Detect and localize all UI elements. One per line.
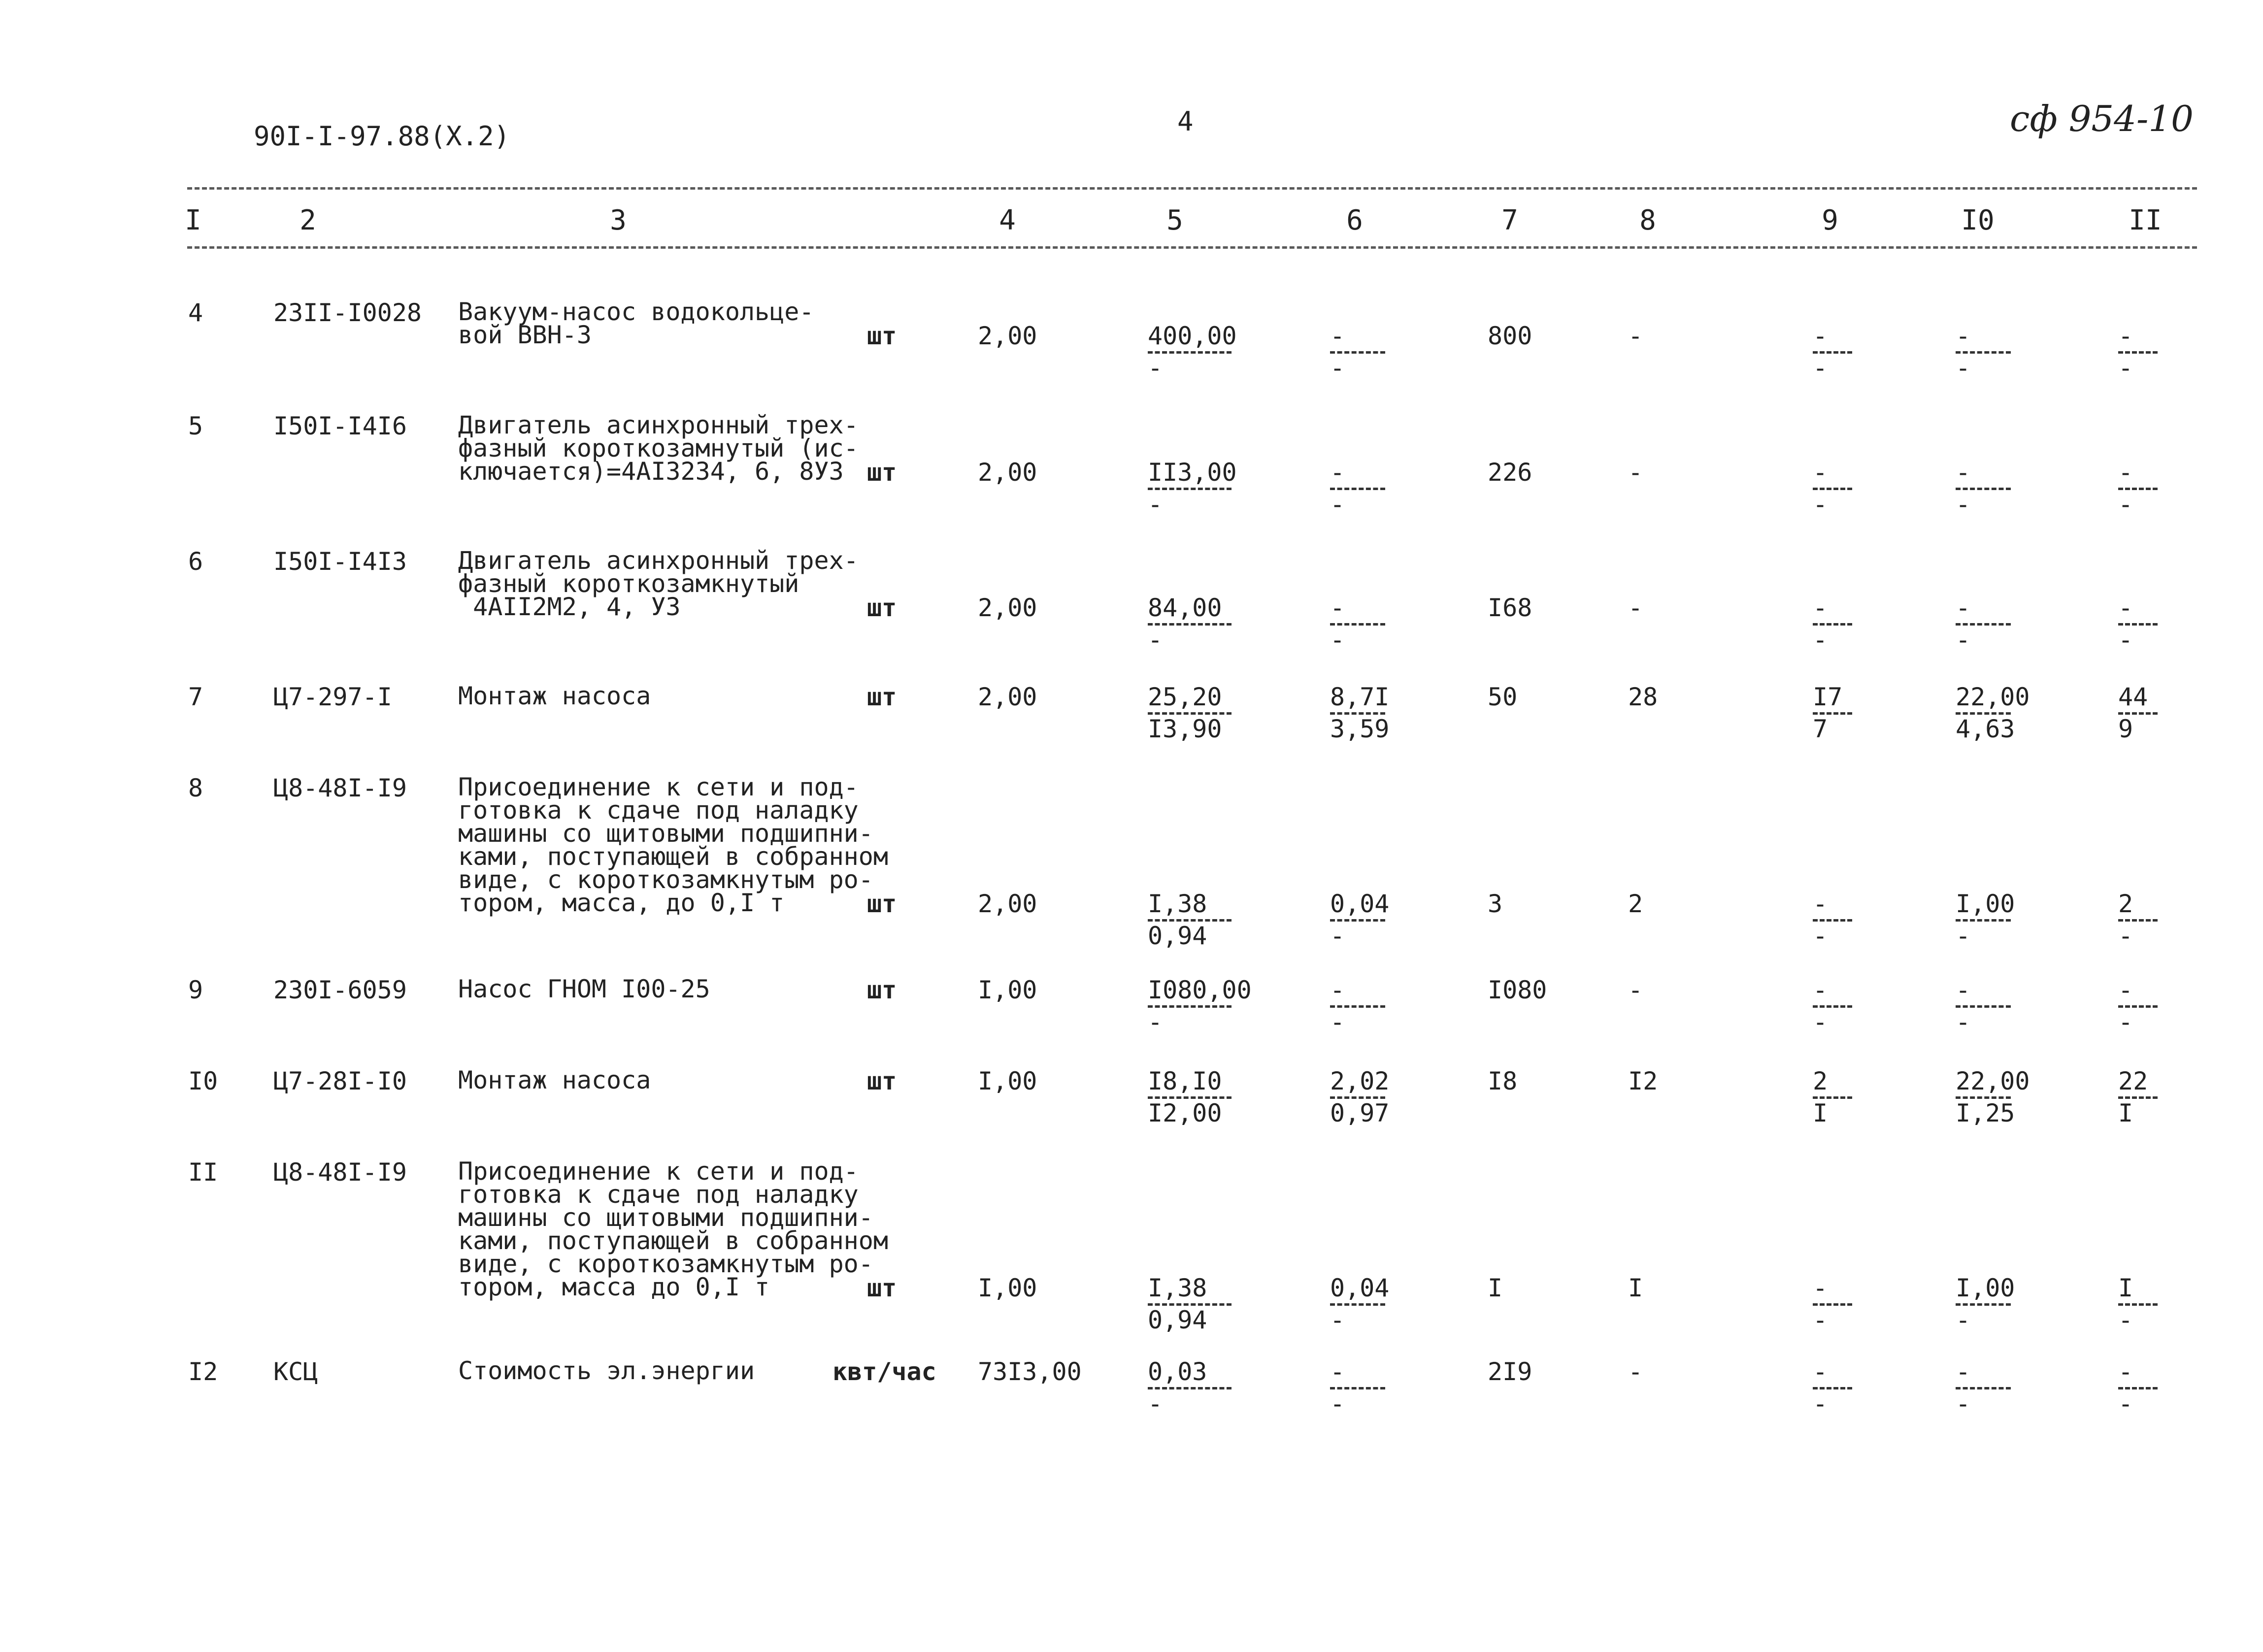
description-line: Насос ГНОМ I00-25	[458, 975, 710, 1003]
wage-total: I	[1628, 1274, 1643, 1302]
column-header: 8	[1639, 204, 1656, 236]
wage-total: -	[1628, 976, 1643, 1004]
row-number: I2	[188, 1357, 218, 1386]
fraction-c10	[1956, 460, 2011, 517]
fraction-denominator: -	[1813, 490, 1828, 519]
column-header: 5	[1166, 204, 1183, 236]
document-code: 90I-I-97.88(X.2)	[254, 121, 510, 152]
fraction-c5	[1148, 1359, 1231, 1416]
total-cost: 2I9	[1488, 1357, 1532, 1386]
fraction-denominator: -	[1330, 922, 1345, 950]
fraction-c6	[1330, 460, 1385, 517]
fraction-numerator: 400,00	[1148, 322, 1237, 350]
fraction-numerator: -	[2118, 322, 2133, 350]
unit-of-measure: шт	[867, 1274, 897, 1302]
fraction-denominator: -	[1956, 1008, 1971, 1036]
row-number: I0	[188, 1067, 218, 1095]
fraction-numerator: I7	[1813, 683, 1843, 711]
work-description	[458, 1157, 888, 1301]
fraction-denominator: -	[1956, 626, 1971, 654]
fraction-denominator: -	[1813, 626, 1828, 654]
fraction-numerator: -	[1330, 458, 1345, 487]
header-bottom-rule	[187, 246, 2197, 249]
fraction-denominator: -	[2118, 1008, 2133, 1036]
fraction-denominator: -	[1956, 1306, 1971, 1334]
fraction-c11	[2118, 1359, 2158, 1416]
total-cost: I8	[1488, 1067, 1518, 1095]
fraction-numerator: -	[2118, 594, 2133, 622]
description-line: Присоединение к сети и под-	[458, 773, 859, 801]
fraction-numerator: 0,04	[1330, 890, 1390, 918]
header-top-rule	[187, 187, 2197, 190]
description-line: вой ВВН-3	[458, 321, 592, 349]
fraction-denominator: I	[2118, 1099, 2133, 1127]
fraction-numerator: I,00	[1956, 1274, 2015, 1302]
row-number: 9	[188, 976, 203, 1004]
fraction-numerator: I080,00	[1148, 976, 1252, 1004]
fraction-denominator: -	[1148, 1008, 1163, 1036]
fraction-c9	[1813, 1276, 1852, 1332]
fraction-c9	[1813, 685, 1852, 741]
fraction-denominator: -	[1330, 354, 1345, 382]
row-number: 4	[188, 298, 203, 327]
fraction-numerator: -	[1813, 1274, 1828, 1302]
fraction-c11	[2118, 978, 2158, 1034]
fraction-numerator: -	[1330, 594, 1345, 622]
fraction-c10	[1956, 1276, 2015, 1332]
work-description	[458, 682, 651, 710]
fraction-c6	[1330, 978, 1385, 1034]
fraction-c11	[2118, 685, 2158, 741]
column-header: I0	[1961, 204, 1995, 236]
quantity: 2,00	[978, 594, 1037, 622]
fraction-numerator: 0,04	[1330, 1274, 1390, 1302]
fraction-c5	[1148, 460, 1237, 517]
fraction-c9	[1813, 1359, 1852, 1416]
unit-of-measure: шт	[867, 976, 897, 1004]
fraction-numerator: -	[1813, 1357, 1828, 1386]
rate-code: 23II-I0028	[273, 298, 422, 327]
rate-code: Ц7-28I-I0	[273, 1067, 407, 1095]
total-cost: I68	[1488, 594, 1532, 622]
fraction-numerator: -	[2118, 1357, 2133, 1386]
fraction-c6	[1330, 1276, 1389, 1332]
row-number: II	[188, 1158, 218, 1187]
fraction-c10	[1956, 595, 2011, 652]
fraction-numerator: 25,20	[1148, 683, 1222, 711]
fraction-numerator: -	[1956, 1357, 1971, 1386]
fraction-denominator: -	[1330, 490, 1345, 519]
fraction-numerator: 22,00	[1956, 1067, 2030, 1095]
fraction-denominator: -	[2118, 1306, 2133, 1334]
fraction-denominator: -	[1330, 1389, 1345, 1418]
fraction-denominator: -	[1330, 1306, 1345, 1334]
fraction-c6	[1330, 324, 1385, 380]
fraction-denominator: -	[1956, 354, 1971, 382]
column-header: II	[2129, 204, 2162, 236]
work-description	[458, 975, 710, 1003]
fraction-c9	[1813, 595, 1852, 652]
fraction-numerator: -	[1813, 890, 1828, 918]
fraction-c9	[1813, 978, 1852, 1034]
fraction-denominator: 7	[1813, 715, 1828, 743]
description-line: виде, с короткозамкнутым ро-	[458, 1250, 873, 1278]
quantity: 2,00	[978, 458, 1037, 487]
fraction-denominator: I3,90	[1148, 715, 1222, 743]
total-cost: 3	[1488, 890, 1503, 918]
fraction-c5	[1148, 324, 1237, 380]
wage-total: -	[1628, 458, 1643, 487]
rate-code: 230I-6059	[273, 976, 407, 1004]
description-line: машины со щитовыми подшипни-	[458, 819, 873, 848]
fraction-numerator: 22,00	[1956, 683, 2030, 711]
fraction-c10	[1956, 978, 2011, 1034]
fraction-denominator: -	[1956, 922, 1971, 950]
description-line: готовка к сдаче под наладку	[458, 1180, 859, 1209]
row-number: 8	[188, 774, 203, 802]
fraction-numerator: -	[1330, 1357, 1345, 1386]
column-header: I	[185, 204, 201, 236]
quantity: 2,00	[978, 322, 1037, 350]
fraction-denominator: 0,94	[1148, 922, 1207, 950]
quantity: I,00	[978, 976, 1037, 1004]
fraction-denominator: 9	[2118, 715, 2133, 743]
fraction-numerator: 2	[2118, 890, 2133, 918]
description-line: ключается)=4АI3234, 6, 8У3	[458, 457, 844, 486]
fraction-c10	[1956, 685, 2030, 741]
fraction-c9	[1813, 460, 1852, 517]
work-description	[458, 546, 859, 621]
fraction-numerator: -	[2118, 458, 2133, 487]
column-header: 2	[300, 204, 316, 236]
unit-of-measure: шт	[867, 458, 897, 487]
fraction-numerator: I8,I0	[1148, 1067, 1222, 1095]
fraction-denominator: -	[1813, 354, 1828, 382]
fraction-c10	[1956, 892, 2015, 948]
fraction-numerator: 8,7I	[1330, 683, 1390, 711]
fraction-denominator: -	[2118, 922, 2133, 950]
fraction-c10	[1956, 1359, 2011, 1416]
fraction-numerator: I	[2118, 1274, 2133, 1302]
fraction-c11	[2118, 892, 2158, 948]
description-line: Двигатель асинхронный трех-	[458, 411, 859, 439]
fraction-numerator: I,00	[1956, 890, 2015, 918]
description-line: машины со щитовыми подшипни-	[458, 1203, 873, 1232]
fraction-denominator: -	[1956, 1389, 1971, 1418]
unit-of-measure: шт	[867, 322, 897, 350]
fraction-c5	[1148, 685, 1231, 741]
page-number: 4	[1177, 106, 1194, 137]
fraction-numerator: -	[1813, 322, 1828, 350]
fraction-denominator: I,25	[1956, 1099, 2015, 1127]
quantity: I,00	[978, 1067, 1037, 1095]
rate-code: Ц8-48I-I9	[273, 1158, 407, 1187]
quantity: 73I3,00	[978, 1357, 1082, 1386]
fraction-denominator: 0,97	[1330, 1099, 1390, 1127]
wage-total: -	[1628, 594, 1643, 622]
fraction-numerator: 2,02	[1330, 1067, 1390, 1095]
column-header: 3	[610, 204, 627, 236]
fraction-denominator: -	[2118, 626, 2133, 654]
fraction-denominator: I	[1813, 1099, 1828, 1127]
description-line: тором, масса, до 0,I т	[458, 889, 785, 917]
description-line: Вакуум-насос водокольце-	[458, 297, 814, 326]
fraction-c6	[1330, 1069, 1389, 1125]
fraction-numerator: -	[1330, 322, 1345, 350]
fraction-denominator: 0,94	[1148, 1306, 1207, 1334]
fraction-numerator: 2	[1813, 1067, 1828, 1095]
description-line: Присоединение к сети и под-	[458, 1157, 859, 1186]
fraction-c10	[1956, 324, 2011, 380]
fraction-denominator: -	[2118, 490, 2133, 519]
fraction-c11	[2118, 460, 2158, 517]
total-cost: I080	[1488, 976, 1547, 1004]
fraction-c9	[1813, 892, 1852, 948]
work-description	[458, 773, 888, 917]
fraction-denominator: -	[1148, 354, 1163, 382]
work-description	[458, 1356, 755, 1385]
fraction-c6	[1330, 1359, 1385, 1416]
fraction-numerator: I,38	[1148, 890, 1207, 918]
fraction-numerator: -	[2118, 976, 2133, 1004]
work-description	[458, 411, 859, 486]
total-cost: 800	[1488, 322, 1532, 350]
sheet-code: сф 954-10	[2010, 98, 2194, 139]
rate-code: Ц7-297-I	[273, 683, 392, 711]
fraction-numerator: 84,00	[1148, 594, 1222, 622]
column-header: 7	[1501, 204, 1518, 236]
quantity: I,00	[978, 1274, 1037, 1302]
fraction-denominator: -	[1956, 490, 1971, 519]
unit-of-measure: шт	[867, 594, 897, 622]
description-line: 4АII2М2, 4, У3	[458, 593, 681, 621]
column-header-row	[0, 204, 2263, 236]
fraction-denominator: -	[1330, 1008, 1345, 1036]
fraction-denominator: 4,63	[1956, 715, 2015, 743]
work-description	[458, 1066, 651, 1094]
fraction-denominator: -	[1813, 1008, 1828, 1036]
description-line: Монтаж насоса	[458, 682, 651, 710]
fraction-numerator: -	[1956, 458, 1971, 487]
fraction-c5	[1148, 1276, 1231, 1332]
description-line: ками, поступающей в собранном	[458, 842, 888, 871]
fraction-numerator: 44	[2118, 683, 2148, 711]
fraction-c11	[2118, 324, 2158, 380]
fraction-c5	[1148, 978, 1252, 1034]
fraction-denominator: -	[1330, 626, 1345, 654]
description-line: ками, поступающей в собранном	[458, 1226, 888, 1255]
wage-total: I2	[1628, 1067, 1658, 1095]
work-description	[458, 297, 814, 349]
fraction-numerator: -	[1956, 322, 1971, 350]
description-line: фазный короткозамкнутый	[458, 569, 799, 598]
fraction-c6	[1330, 892, 1389, 948]
row-number: 5	[188, 412, 203, 440]
fraction-numerator: -	[1956, 594, 1971, 622]
rate-code: Ц8-48I-I9	[273, 774, 407, 802]
fraction-numerator: -	[1956, 976, 1971, 1004]
column-header: 6	[1346, 204, 1363, 236]
row-number: 6	[188, 547, 203, 576]
fraction-denominator: 3,59	[1330, 715, 1390, 743]
fraction-c11	[2118, 595, 2158, 652]
fraction-numerator: -	[1813, 458, 1828, 487]
total-cost: 50	[1488, 683, 1518, 711]
fraction-c5	[1148, 595, 1231, 652]
rate-code: I50I-I4I6	[273, 412, 407, 440]
fraction-denominator: I2,00	[1148, 1099, 1222, 1127]
fraction-c11	[2118, 1276, 2158, 1332]
row-number: 7	[188, 683, 203, 711]
unit-of-measure: квт/час	[832, 1357, 936, 1386]
fraction-denominator: -	[1813, 922, 1828, 950]
fraction-denominator: -	[1148, 626, 1163, 654]
fraction-c6	[1330, 685, 1389, 741]
total-cost: I	[1488, 1274, 1503, 1302]
fraction-c9	[1813, 324, 1852, 380]
description-line: фазный короткозамнутый (ис-	[458, 434, 859, 463]
unit-of-measure: шт	[867, 890, 897, 918]
fraction-numerator: 0,03	[1148, 1357, 1207, 1386]
wage-total: 28	[1628, 683, 1658, 711]
rate-code: I50I-I4I3	[273, 547, 407, 576]
fraction-denominator: -	[1148, 1389, 1163, 1418]
total-cost: 226	[1488, 458, 1532, 487]
wage-total: -	[1628, 322, 1643, 350]
description-line: тором, масса до 0,I т	[458, 1273, 770, 1301]
fraction-numerator: -	[1813, 594, 1828, 622]
fraction-numerator: -	[1813, 976, 1828, 1004]
fraction-c6	[1330, 595, 1385, 652]
fraction-numerator: II3,00	[1148, 458, 1237, 487]
fraction-c5	[1148, 892, 1231, 948]
column-header: 4	[999, 204, 1016, 236]
fraction-c5	[1148, 1069, 1231, 1125]
wage-total: 2	[1628, 890, 1643, 918]
fraction-c11	[2118, 1069, 2158, 1125]
description-line: Монтаж насоса	[458, 1066, 651, 1094]
fraction-c9	[1813, 1069, 1852, 1125]
fraction-numerator: 22	[2118, 1067, 2148, 1095]
fraction-denominator: -	[2118, 354, 2133, 382]
column-header: 9	[1822, 204, 1838, 236]
fraction-numerator: -	[1330, 976, 1345, 1004]
fraction-numerator: I,38	[1148, 1274, 1207, 1302]
fraction-denominator: -	[2118, 1389, 2133, 1418]
description-line: готовка к сдаче под наладку	[458, 796, 859, 825]
wage-total: -	[1628, 1357, 1643, 1386]
description-line: Двигатель асинхронный трех-	[458, 546, 859, 575]
fraction-denominator: -	[1813, 1389, 1828, 1418]
rate-code: КСЦ	[273, 1357, 318, 1386]
quantity: 2,00	[978, 890, 1037, 918]
quantity: 2,00	[978, 683, 1037, 711]
fraction-denominator: -	[1148, 490, 1163, 519]
unit-of-measure: шт	[867, 1067, 897, 1095]
fraction-c10	[1956, 1069, 2030, 1125]
description-line: Стоимость эл.энергии	[458, 1356, 755, 1385]
fraction-denominator: -	[1813, 1306, 1828, 1334]
description-line: виде, с короткозамкнутым ро-	[458, 865, 873, 894]
unit-of-measure: шт	[867, 683, 897, 711]
